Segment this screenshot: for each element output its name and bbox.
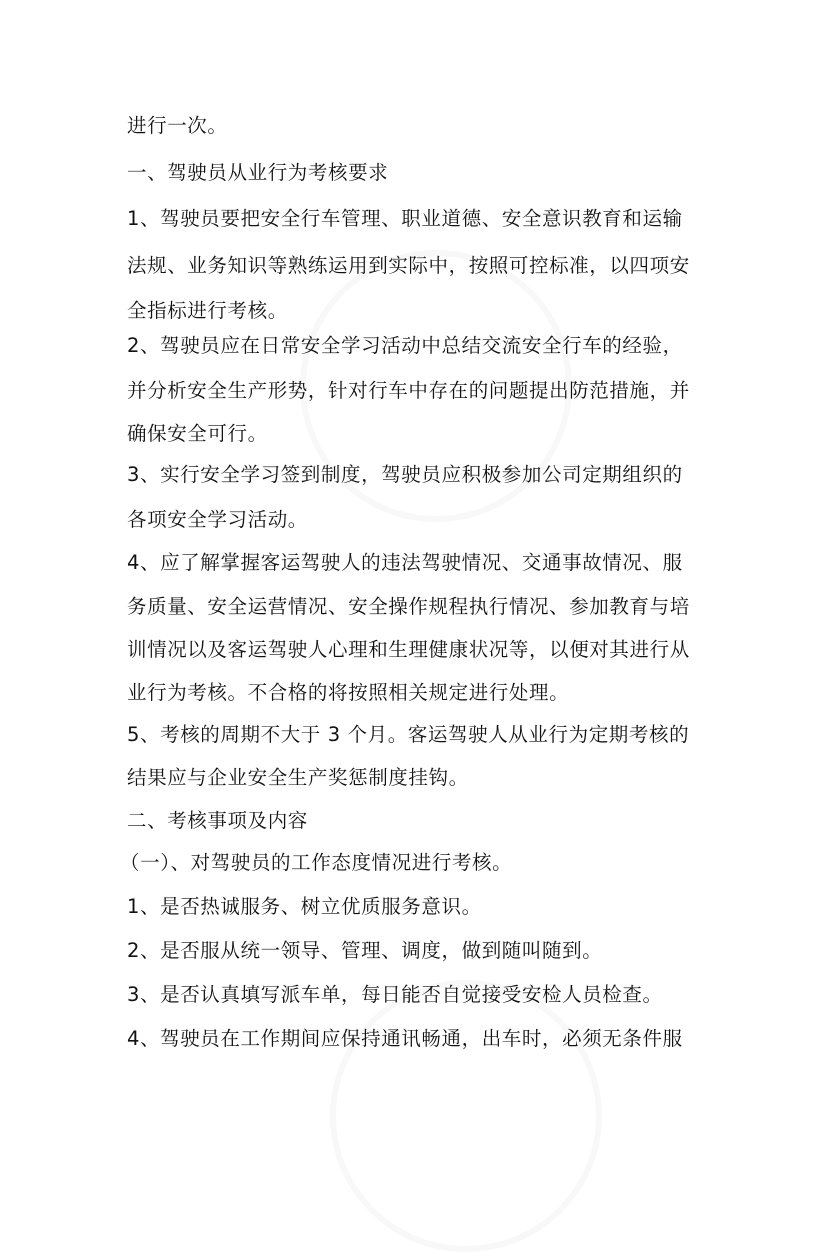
text-line: 务质量、安全运营情况、安全操作规程执行情况、参加教育与培 [127, 595, 690, 618]
text-line: 确保安全可行。 [127, 422, 268, 445]
text-line: 3、是否认真填写派车单，每日能否自觉接受安检人员检查。 [127, 983, 663, 1006]
subsection-heading: （一）、对驾驶员的工作态度情况进行考核。 [120, 851, 513, 874]
watermark-ring [330, 980, 602, 1252]
text-line: 5、考核的周期不大于 3 个月。客运驾驶人从业行为定期考核的 [127, 723, 690, 746]
text-line: 4、应了解掌握客运驾驶人的违法驾驶情况、交通事故情况、服 [127, 551, 683, 574]
text-line: 1、是否热诚服务、树立优质服务意识。 [127, 895, 482, 918]
text-line: 结果应与企业安全生产奖惩制度挂钩。 [127, 766, 469, 789]
section-heading: 一、驾驶员从业行为考核要求 [127, 161, 389, 184]
text-line: 全指标进行考核。 [127, 299, 288, 322]
text-line: 业行为考核。不合格的将按照相关规定进行处理。 [127, 681, 570, 704]
text-line: 3、实行安全学习签到制度，驾驶员应积极参加公司定期组织的 [127, 463, 683, 486]
text-line: 4、驾驶员在工作期间应保持通讯畅通，出车时，必须无条件服 [127, 1027, 683, 1050]
text-line: 2、驾驶员应在日常安全学习活动中总结交流安全行车的经验， [127, 334, 683, 357]
text-line: 1、驾驶员要把安全行车管理、职业道德、安全意识教育和运输 [127, 207, 683, 230]
text-line: 进行一次。 [127, 114, 228, 137]
text-line: 并分析安全生产形势，针对行车中存在的问题提出防范措施，并 [127, 379, 690, 402]
text-line: 2、是否服从统一领导、管理、调度，做到随叫随到。 [127, 939, 603, 962]
section-heading: 二、考核事项及内容 [127, 809, 308, 832]
text-line: 各项安全学习活动。 [127, 508, 308, 531]
text-line: 训情况以及客运驾驶人心理和生理健康状况等，以便对其进行从 [127, 638, 690, 661]
text-line: 法规、业务知识等熟练运用到实际中，按照可控标准，以四项安 [127, 254, 690, 277]
